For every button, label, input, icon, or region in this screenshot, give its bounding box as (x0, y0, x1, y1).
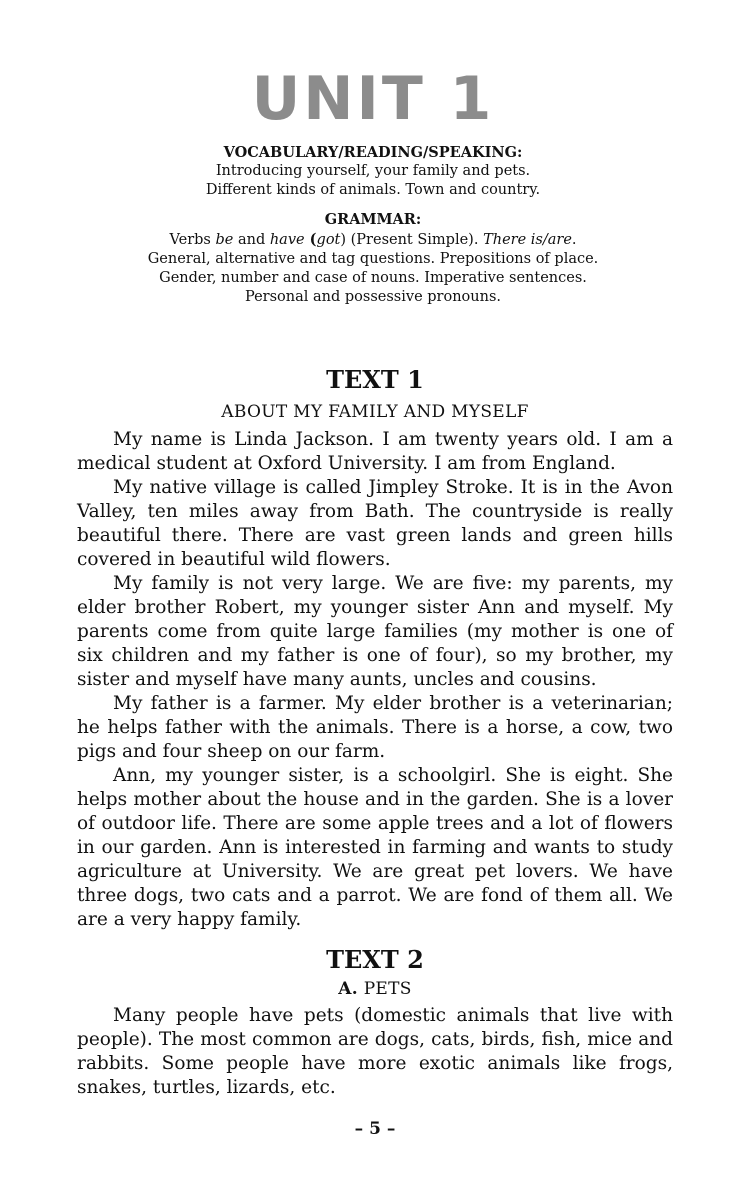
grammar-line: Gender, number and case of nouns. Imperative sentences. (159, 270, 587, 286)
grammar-topics (0, 230, 746, 307)
paragraph: My native village is called Jimpley Stroke. It is in the Avon Valley, ten miles away from Bath. The countryside is really beautiful there. There are vast green lands and green hills covered in beautiful wild flowers. (77, 477, 673, 570)
paragraph: My father is a farmer. My elder brother is a veterinarian; he helps father with the animals. There is a horse, a cow, two pigs and four sheep on our farm. (77, 693, 673, 762)
paragraph: My name is Linda Jackson. I am twenty years old. I am a medical student at Oxford University. I am from England. (77, 429, 673, 474)
text1-body (77, 428, 673, 932)
text2-subtitle (0, 978, 750, 1000)
text2-subtitle-label: A. (338, 979, 358, 999)
vocabulary-line: Different kinds of animals. Town and country. (205, 182, 541, 198)
grammar-line: Personal and possessive pronouns. (244, 289, 501, 305)
vocabulary-heading: VOCABULARY/READING/SPEAKING: (223, 144, 523, 161)
paragraph: Ann, my younger sister, is a schoolgirl. She is eight. She helps mother about the house and in the garden. She is a lover of outdoor life. There are some apple trees and a lot of flowers in our garden. Ann is interested in farming and wants to study agriculture at University. We are great pet lovers. We have three dogs, two cats and a parrot. We are fond of them all. We are a very happy family. (77, 765, 673, 930)
unit-title: UNIT 1 (251, 64, 495, 134)
page-number: – 5 – (354, 1119, 396, 1139)
vocabulary-topics (0, 162, 746, 200)
text2-heading: TEXT 2 (326, 945, 424, 974)
grammar-heading: GRAMMAR: (324, 211, 422, 228)
text1-heading: TEXT 1 (326, 365, 424, 394)
text2-subtitle-text: PETS (357, 979, 412, 999)
text1-subtitle: ABOUT MY FAMILY AND MYSELF (221, 402, 529, 422)
paragraph: Many people have pets (domestic animals that live with people). The most common are dogs, cats, birds, fish, mice and rabbits. Some people have more exotic animals like frogs, snakes, turtles, lizards, etc. (77, 1005, 673, 1098)
grammar-line: General, alternative and tag questions. Prepositions of place. (147, 251, 599, 267)
paragraph: My family is not very large. We are five: my parents, my elder brother Robert, my younger sister Ann and myself. My parents come from quite large families (my mother is one of six children and my father is one of four), so my brother, my sister and myself have many aunts, uncles and cousins. (77, 573, 673, 690)
grammar-line: Verbs be and have (got) (Present Simple). There is/are. (169, 231, 577, 248)
text2-body (77, 1004, 673, 1100)
vocabulary-line: Introducing yourself, your family and pets. (215, 163, 531, 179)
